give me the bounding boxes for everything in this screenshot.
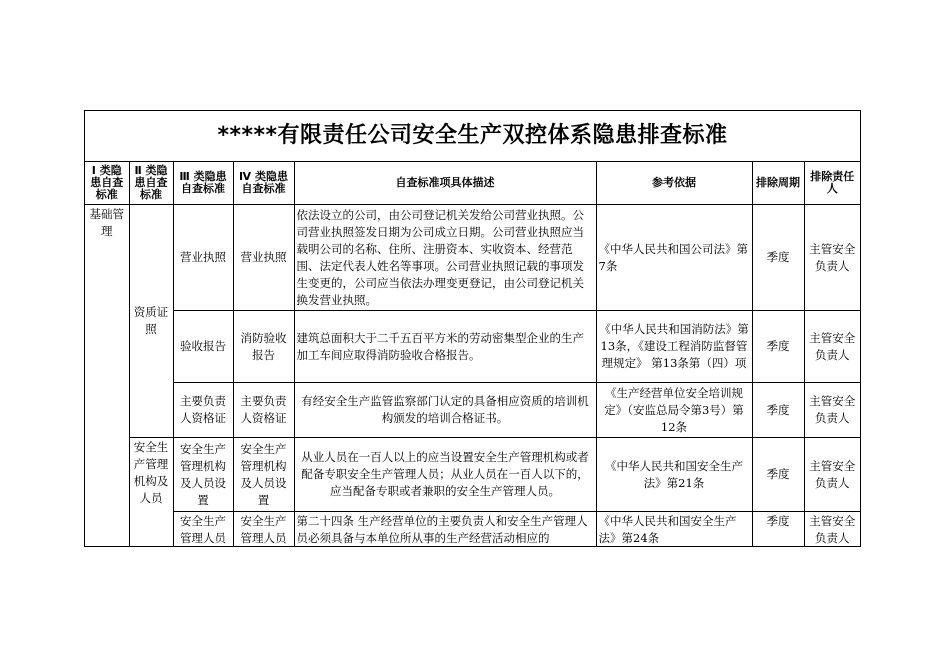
document-sheet — [84, 110, 861, 547]
table-row — [85, 311, 860, 383]
owner-cell: 主管安全负责人 — [804, 205, 860, 311]
document-title: *****有限责任公司安全生产双控体系隐患排查标准 — [85, 111, 860, 162]
header-basis: 参考依据 — [596, 162, 752, 205]
table-row — [85, 383, 860, 438]
basis-cell: 《中华人民共和国安全生产法》第21条 — [596, 438, 752, 512]
class4-cell: 消防验收报告 — [233, 311, 294, 383]
period-cell: 季度 — [752, 438, 804, 512]
class3-cell: 营业执照 — [173, 205, 233, 311]
cat2-cell: 资质证照 — [129, 205, 173, 438]
basis-cell: 《中华人民共和国安全生产法》第24条 — [596, 512, 752, 548]
class3-cell: 安全生产管理机构及人员设置 — [173, 438, 233, 512]
class3-cell: 主要负责人资格证 — [173, 383, 233, 438]
header-description: 自查标准项具体描述 — [294, 162, 596, 205]
description-cell: 第二十四条 生产经营单位的主要负责人和安全生产管理人员必须具备与本单位所从事的生产经营活动相应的 — [294, 512, 596, 548]
class4-cell: 营业执照 — [233, 205, 294, 311]
owner-cell: 主管安全负责人 — [804, 512, 860, 548]
table-row — [85, 512, 860, 548]
header-period: 排除周期 — [752, 162, 804, 205]
table-row — [85, 205, 860, 311]
table-row — [85, 438, 860, 512]
period-cell: 季度 — [752, 311, 804, 383]
basis-cell: 《生产经营单位安全培训规定》（安监总局令第3号）第12条 — [596, 383, 752, 438]
header-class3: Ⅲ 类隐患自查标准 — [173, 162, 233, 205]
class3-cell: 验收报告 — [173, 311, 233, 383]
hazard-standard-table — [85, 162, 860, 547]
owner-cell: 主管安全负责人 — [804, 383, 860, 438]
class3-cell: 安全生产管理人员 — [173, 512, 233, 548]
owner-cell: 主管安全负责人 — [804, 311, 860, 383]
table-header-row — [85, 162, 860, 205]
header-owner: 排除责任人 — [804, 162, 860, 205]
description-cell: 依法设立的公司，由公司登记机关发给公司营业执照。公司营业执照签发日期为公司成立日期。公司营业执照应当载明公司的名称、住所、注册资本、实收资本、经营范围、法定代表人姓名等事项。公司营业执照记载的事项发生变更的，公司应当依法办理变更登记，由公司登记机关换发营业执照。 — [294, 205, 596, 311]
description-cell: 有经安全生产监管监察部门认定的具备相应资质的培训机构颁发的培训合格证书。 — [294, 383, 596, 438]
description-cell: 建筑总面积大于二千五百平方米的劳动密集型企业的生产加工车间应取得消防验收合格报告。 — [294, 311, 596, 383]
header-class4: Ⅳ 类隐患自查标准 — [233, 162, 294, 205]
owner-cell: 主管安全负责人 — [804, 438, 860, 512]
class4-cell: 安全生产管理人员 — [233, 512, 294, 548]
basis-cell: 《中华人民共和国公司法》第7条 — [596, 205, 752, 311]
description-cell: 从业人员在一百人以上的应当设置安全生产管理机构或者配备专职安全生产管理人员；从业人员在一百人以下的，应当配备专职或者兼职的安全生产管理人员。 — [294, 438, 596, 512]
period-cell: 季度 — [752, 512, 804, 548]
class4-cell: 安全生产管理机构及人员设置 — [233, 438, 294, 512]
cat2-cell: 安全生产管理机构及人员 — [129, 438, 173, 548]
cat1-cell: 基础管理 — [85, 205, 129, 548]
header-class2: Ⅱ 类隐患自查标准 — [129, 162, 173, 205]
header-class1: Ⅰ 类隐患自查标准 — [85, 162, 129, 205]
basis-cell: 《中华人民共和国消防法》第13条，《建设工程消防监督管理规定》 第13条第（四）项 — [596, 311, 752, 383]
period-cell: 季度 — [752, 383, 804, 438]
class4-cell: 主要负责人资格证 — [233, 383, 294, 438]
period-cell: 季度 — [752, 205, 804, 311]
